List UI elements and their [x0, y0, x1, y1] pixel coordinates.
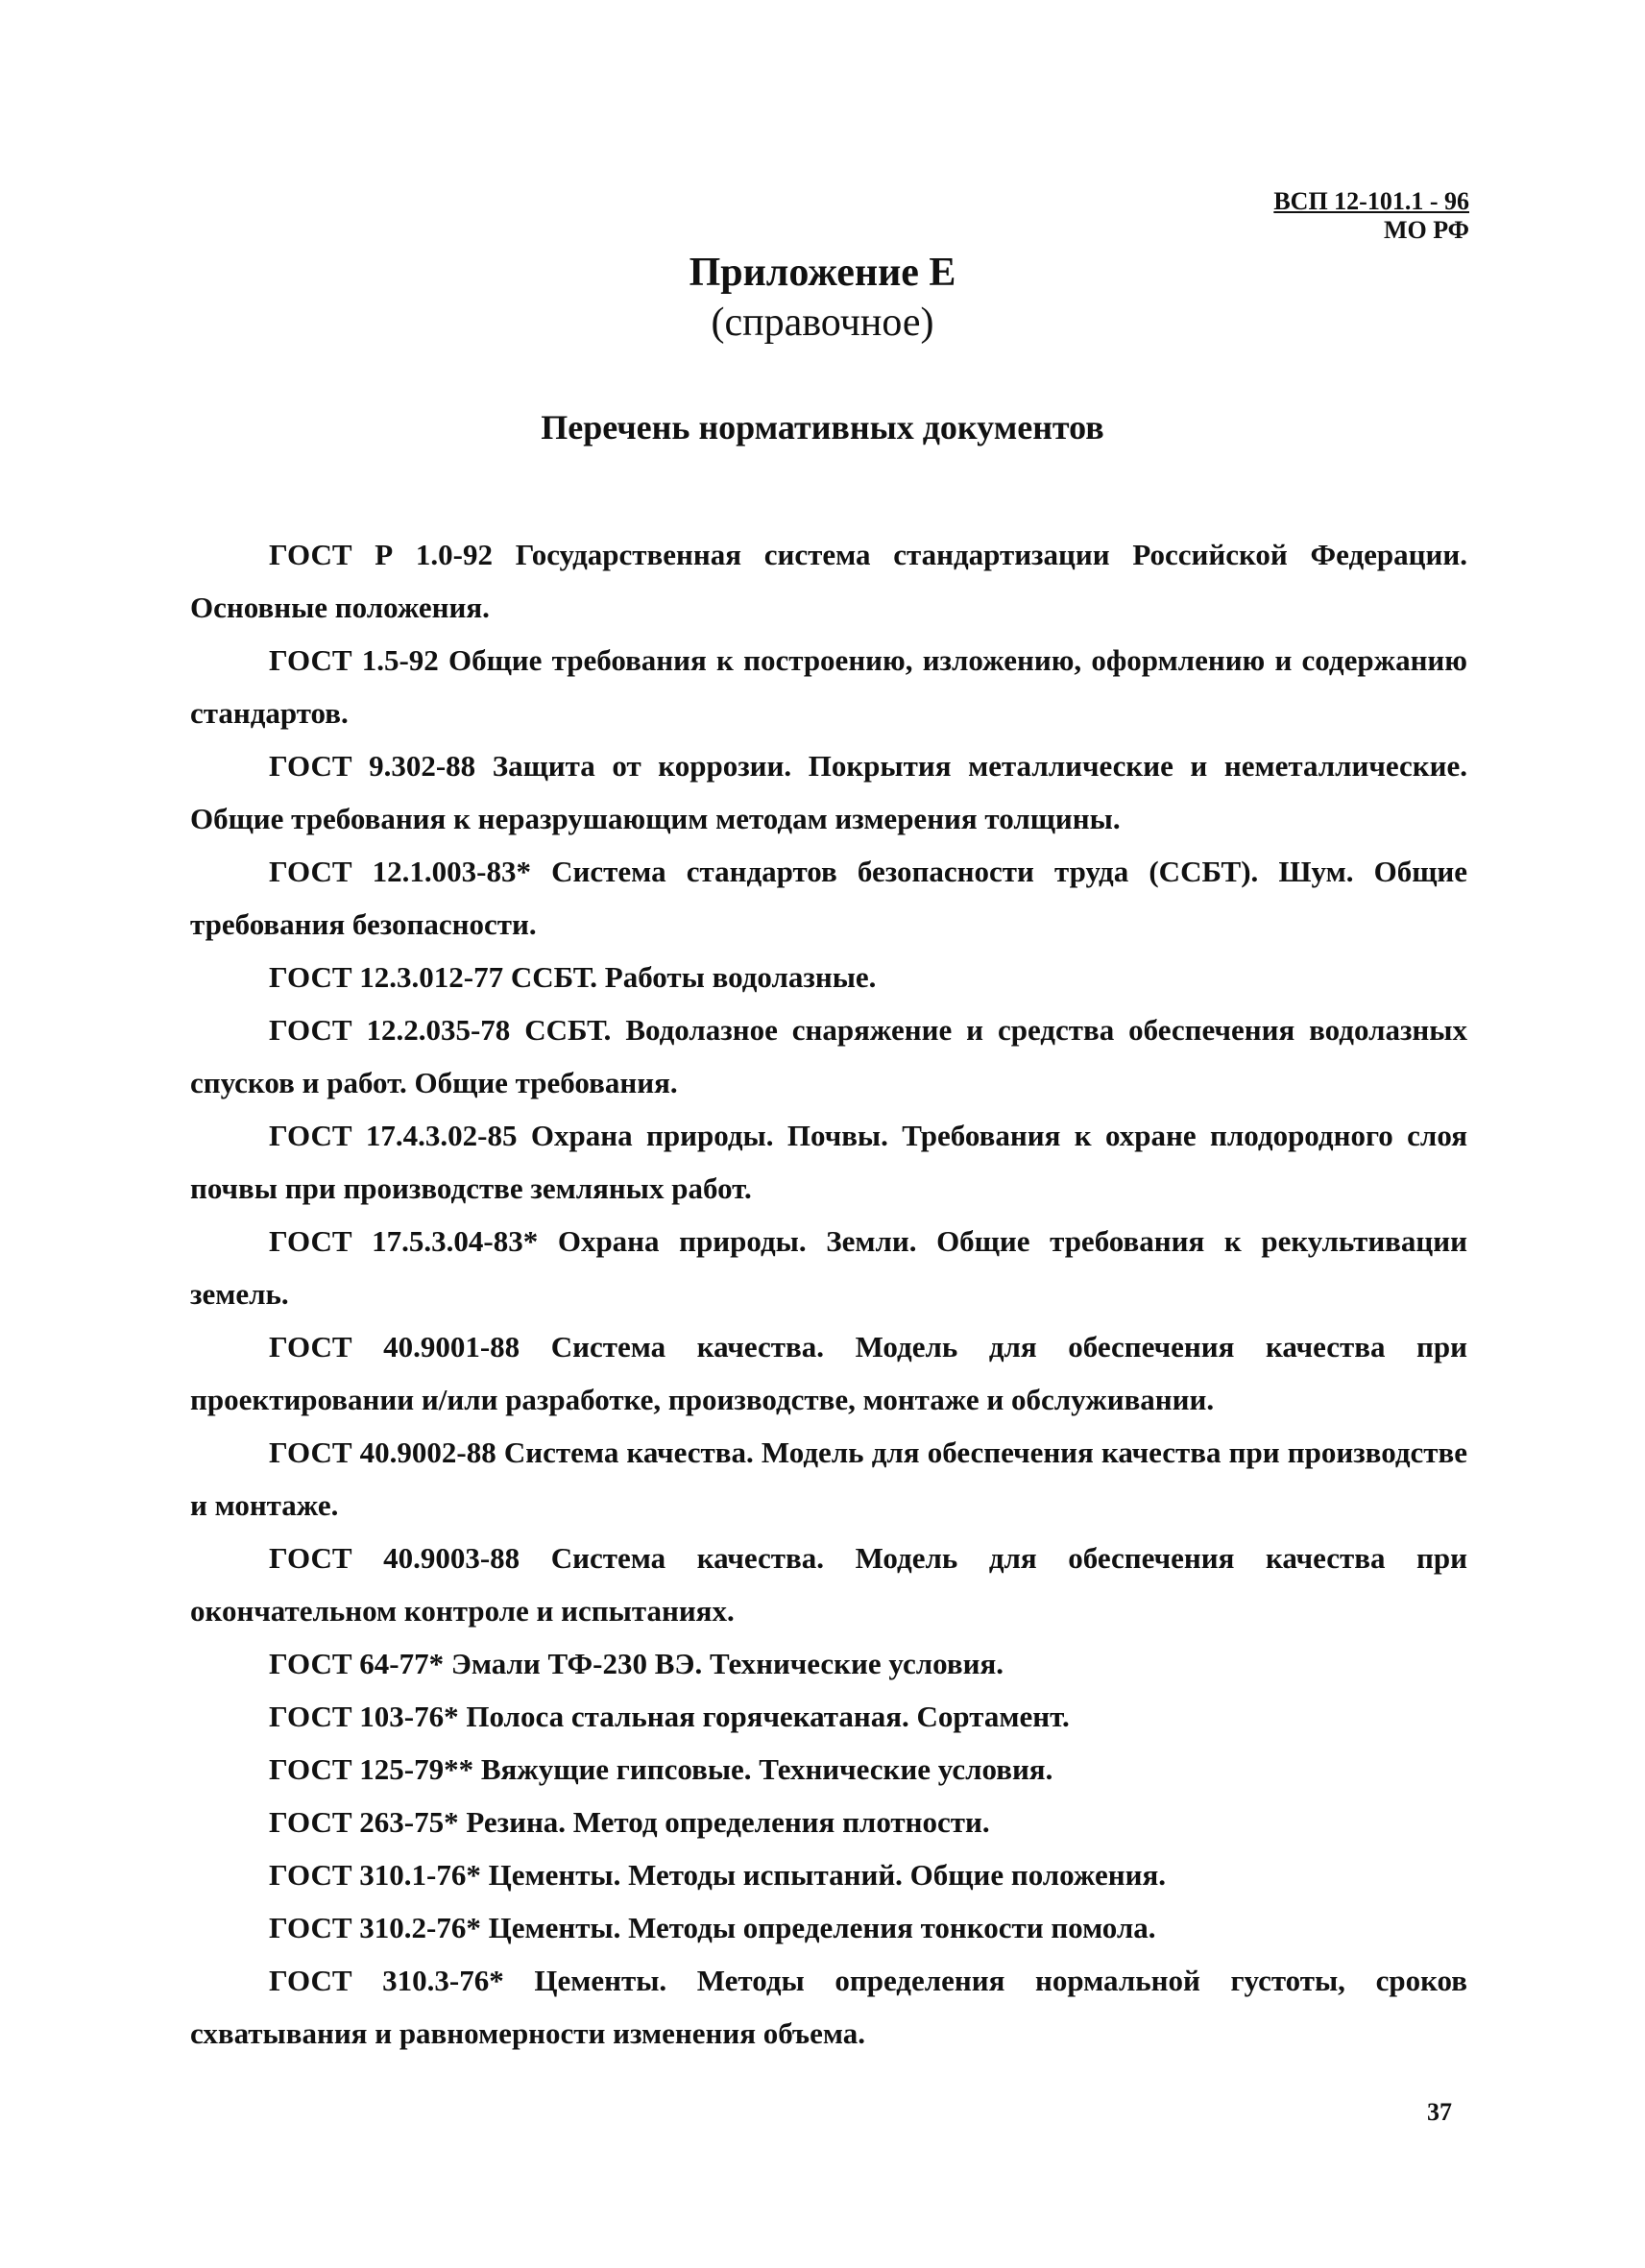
document-description: Полоса стальная горячекатаная. Сортамент. [466, 1700, 1070, 1733]
document-code-label: ГОСТ 40.9003-88 [269, 1541, 520, 1575]
document-code-label: ГОСТ 12.2.035-78 [269, 1013, 511, 1047]
list-item [190, 739, 1467, 845]
document-description: ССБТ. Работы водолазные. [510, 960, 877, 994]
list-item [190, 1320, 1467, 1426]
document-code-label: ГОСТ Р 1.0-92 [269, 538, 493, 571]
list-item [190, 1690, 1467, 1743]
appendix-heading [0, 248, 1645, 348]
list-item [190, 951, 1467, 1003]
document-description: ССБТ. Водолазное снаряжение и средства обеспечения водолазных спусков и работ. Общие требования. [190, 1013, 1467, 1099]
list-item [190, 1637, 1467, 1690]
list-item [190, 1796, 1467, 1848]
list-item [190, 1215, 1467, 1320]
document-description: Система стандартов безопасности труда (ССБТ). Шум. Общие требования безопасности. [190, 855, 1468, 941]
document-code-label: ГОСТ 103-76* [269, 1700, 459, 1733]
document-description: Система качества. Модель для обеспечения качества при окончательном контроле и испытаниях. [190, 1541, 1467, 1628]
document-code-label: ГОСТ 12.1.003-83* [269, 855, 531, 888]
document-code-label: ГОСТ 17.4.3.02-85 [269, 1119, 518, 1152]
list-item [190, 1901, 1467, 1954]
list-item [190, 1743, 1467, 1796]
list-item [190, 1532, 1467, 1637]
document-code-label: ГОСТ 1.5-92 [269, 643, 439, 677]
normative-documents-list [190, 528, 1467, 2060]
document-description: Система качества. Модель для обеспечения качества при проектировании и/или разработке, производстве, монтаже и обслуживании. [190, 1330, 1467, 1416]
document-code-label: ГОСТ 12.3.012-77 [269, 960, 504, 994]
document-description: Эмали ТФ-230 ВЭ. Технические условия. [450, 1647, 1004, 1680]
document-description: Система качества. Модель для обеспечения качества при производстве и монтаже. [190, 1436, 1467, 1522]
document-code-label: ГОСТ 40.9002-88 [269, 1436, 496, 1469]
section-title: Перечень нормативных документов [541, 408, 1104, 446]
document-code-label: ГОСТ 64-77* [269, 1647, 445, 1680]
list-item [190, 634, 1467, 739]
document-description: Государственная система стандартизации Российской Федерации. Основные положения. [190, 538, 1468, 624]
document-description: Вяжущие гипсовые. Технические условия. [480, 1752, 1053, 1786]
document-description: Резина. Метод определения плотности. [466, 1805, 990, 1839]
document-code-label: ГОСТ 263-75* [269, 1805, 459, 1839]
document-description: Цементы. Методы определения тонкости помола. [488, 1911, 1156, 1944]
list-item [190, 845, 1467, 951]
document-description: Охрана природы. Земли. Общие требования к рекультивации земель. [190, 1224, 1468, 1311]
document-description: Защита от коррозии. Покрытия металлические и неметаллические. Общие требования к неразрушающим методам измерения толщины. [190, 749, 1467, 835]
document-code-label: ГОСТ 310.1-76* [269, 1858, 481, 1892]
document-code-label: ГОСТ 125-79** [269, 1752, 474, 1786]
list-item [190, 1848, 1467, 1901]
page-number: 37 [1427, 2098, 1452, 2126]
document-code-label: ГОСТ 9.302-88 [269, 749, 476, 783]
document-code-label: ГОСТ 310.3-76* [269, 1964, 504, 1997]
list-item [190, 1954, 1467, 2060]
document-code-label: ГОСТ 40.9001-88 [269, 1330, 520, 1363]
list-item [190, 1003, 1467, 1109]
list-item [190, 528, 1467, 634]
appendix-subtitle: (справочное) [711, 301, 934, 345]
appendix-title: Приложение Е [689, 251, 956, 295]
document-description: Цементы. Методы определения нормальной густоты, сроков схватывания и равномерности изменения объема. [190, 1964, 1467, 2050]
document-code-label: ГОСТ 310.2-76* [269, 1911, 481, 1944]
document-code-number: ВСП 12-101.1 - 96 [1273, 187, 1469, 215]
document-code-authority: МО РФ [1383, 216, 1469, 244]
document-code-label: ГОСТ 17.5.3.04-83* [269, 1224, 539, 1258]
document-description: Охрана природы. Почвы. Требования к охране плодородного слоя почвы при производстве земляных работ. [190, 1119, 1467, 1205]
list-item [190, 1109, 1467, 1215]
document-description: Общие требования к построению, изложению, оформлению и содержанию стандартов. [190, 643, 1467, 730]
document-code [1200, 187, 1469, 245]
list-item [190, 1426, 1467, 1532]
document-description: Цементы. Методы испытаний. Общие положения. [488, 1858, 1166, 1892]
